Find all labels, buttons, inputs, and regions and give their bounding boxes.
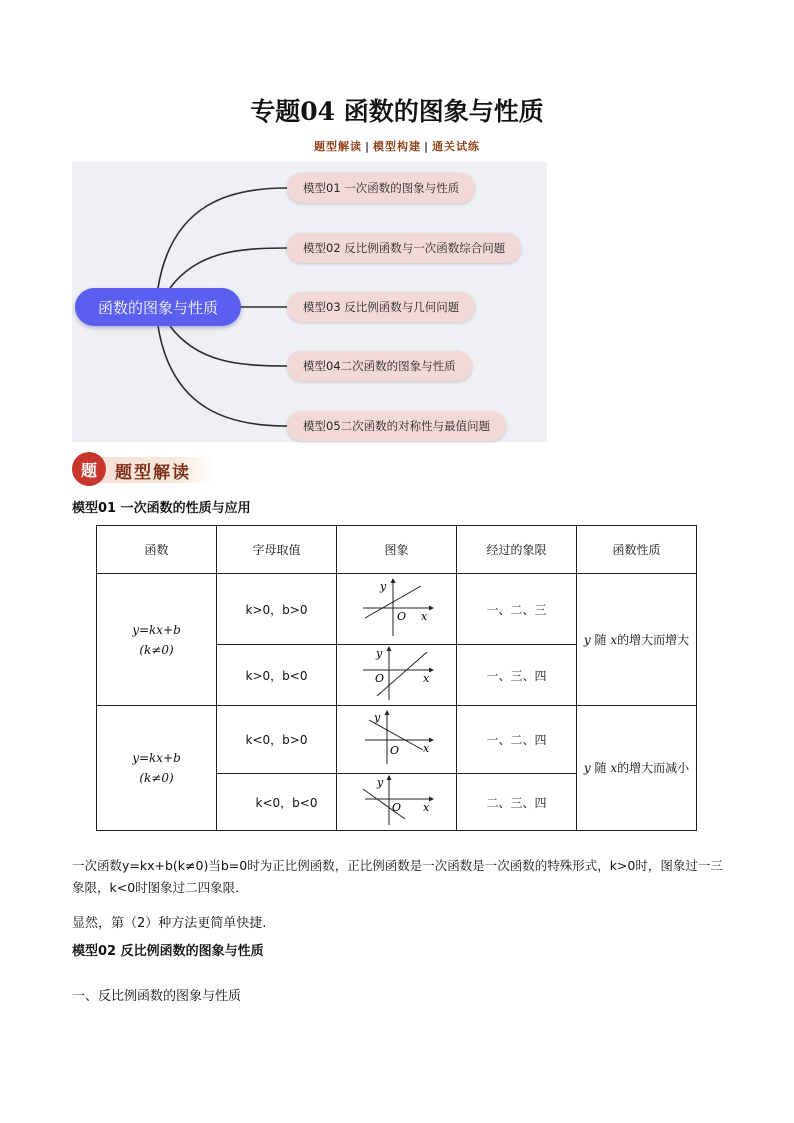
origin-label: O: [391, 800, 401, 814]
section-banner: [72, 452, 216, 488]
x-axis-label: x: [422, 742, 429, 755]
mind-map-node: 模型05二次函数的对称性与最值问题: [287, 411, 506, 441]
linear-function-table: [96, 525, 697, 831]
table-header: 图象: [337, 526, 457, 574]
property-cell: y 随 x的增大而增大: [577, 574, 697, 706]
function-formula: y=kx+b: [132, 751, 181, 765]
y-axis-label: y: [379, 579, 386, 593]
function-cell: [97, 706, 217, 831]
tagline: 题型解读 | 模型构建 | 通关试练: [313, 140, 481, 153]
table-header: 字母取值: [217, 526, 337, 574]
function-cell: [97, 574, 217, 706]
function-condition: (k≠0): [139, 771, 174, 785]
function-formula: y=kx+b: [132, 622, 181, 637]
y-axis-label: y: [376, 775, 383, 789]
tagline-item: 通关试练: [432, 140, 481, 153]
table-row: [97, 706, 697, 774]
graph-cell: [337, 645, 457, 706]
section-heading: 模型01 一次函数的性质与应用: [72, 501, 251, 516]
banner-label: 题型解读: [115, 463, 191, 483]
table-row: [97, 574, 697, 645]
graph-cell: [337, 774, 457, 831]
mind-map-node: 模型03 反比例函数与几何问题: [287, 292, 475, 322]
page-title: 专题04 函数的图象与性质: [250, 97, 544, 126]
quadrant-cell: 二、三、四: [457, 774, 577, 831]
table-header: 函数性质: [577, 526, 697, 574]
values-cell: k<0，b>0: [217, 706, 337, 774]
section-heading: 模型02 反比例函数的图象与性质: [72, 944, 264, 959]
x-axis-label: x: [422, 671, 429, 685]
line-graph: [359, 775, 435, 827]
origin-label: O: [374, 671, 384, 685]
banner-badge: 题: [72, 452, 106, 486]
mind-map-node: 模型01 一次函数的图象与性质: [287, 173, 475, 203]
values-cell: k>0，b<0: [217, 645, 337, 706]
mind-map-node: 模型02 反比例函数与一次函数综合问题: [287, 233, 521, 263]
y-axis-label: y: [375, 646, 382, 660]
line-graph: [359, 710, 435, 766]
quadrant-cell: 一、三、四: [457, 645, 577, 706]
x-axis-label: x: [420, 609, 427, 623]
table-header: 经过的象限: [457, 526, 577, 574]
paragraph: 一次函数y=kx+b(k≠0)当b=0时为正比例函数，正比例函数是一次函数是一次函数的特殊形式，k>0时，图象过一三象限，k<0时图象过二四象限.: [72, 858, 723, 895]
tagline-item: 题型解读: [313, 140, 362, 153]
property-cell: y 随 x的增大而减小: [577, 706, 697, 831]
line-graph: [359, 578, 435, 638]
values-cell: k<0，b<0: [217, 774, 337, 831]
graph-cell: [337, 706, 457, 774]
graph-cell: [337, 574, 457, 645]
values-cell: k>0，b>0: [217, 574, 337, 645]
line-graph: [359, 646, 435, 702]
function-condition: (k≠0): [139, 642, 174, 657]
table-header: 函数: [97, 526, 217, 574]
origin-label: O: [396, 609, 406, 623]
quadrant-cell: 一、二、四: [457, 706, 577, 774]
paragraph: 显然，第（2）种方法更简单快捷.: [72, 916, 267, 931]
table-header-row: [97, 526, 697, 574]
mind-map-center: 函数的图象与性质: [75, 288, 241, 326]
mind-map: [72, 162, 547, 442]
origin-label: O: [389, 744, 399, 757]
y-axis-label: y: [373, 711, 380, 724]
mind-map-node: 模型04二次函数的图象与性质: [287, 351, 472, 381]
subsection-heading: 一、反比例函数的图象与性质: [72, 989, 242, 1004]
tagline-item: 模型构建: [373, 140, 421, 153]
quadrant-cell: 一、二、三: [457, 574, 577, 645]
x-axis-label: x: [422, 800, 429, 814]
